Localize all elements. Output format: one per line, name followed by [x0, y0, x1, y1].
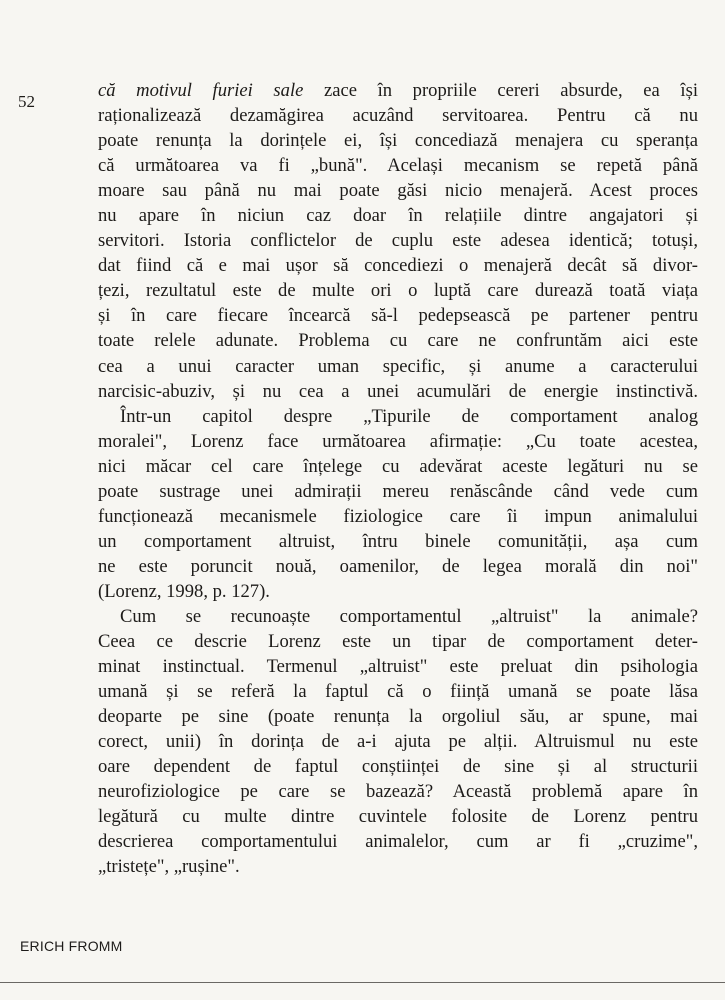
- text-line: [98, 78, 698, 103]
- paragraph: [98, 604, 698, 880]
- text-line: narcisic-abuziv, și nu cea a unei acumulări de energie instinctivă.: [98, 380, 698, 402]
- text-line: cea a unui caracter uman specific, și anume a caracterului: [98, 355, 698, 377]
- text-line: țezi, rezultatul este de multe ori o luptă care durează toată viața: [98, 280, 698, 302]
- bottom-rule: [0, 982, 725, 983]
- text-line: umană și se referă la faptul că o ființă umană se poate lăsa: [98, 681, 698, 703]
- text-line: corect, unii) în dorința de a-i ajuta pe alții. Altruismul nu este: [98, 731, 698, 753]
- text-line: descrierea comportamentului animalelor, cum ar fi „cruzime",: [98, 831, 698, 853]
- text-line: moare sau până nu mai poate găsi nicio menajeră. Acest proces: [98, 180, 698, 202]
- text-line: Ceea ce descrie Lorenz este un tipar de comportament deter-: [98, 631, 698, 653]
- text-line: nu apare în niciun caz doar în relațiile dintre angajatori și: [98, 205, 698, 227]
- text-line: nici măcar cel care înțelege cu adevărat aceste legături nu se: [98, 455, 698, 477]
- text-span: zace în propriile cereri absurde, ea își: [303, 80, 698, 101]
- text-line: poate sustrage unei admirații mereu renăscânde când vede cum: [98, 480, 698, 502]
- paragraph: [98, 78, 698, 404]
- text-line: poate renunța la dorințele ei, își concediază menajera cu speranța: [98, 130, 698, 152]
- text-line: Cum se recunoaște comportamentul „altruist" la animale?: [120, 605, 698, 627]
- text-line: neurofiziologice pe care se bazează? Această problemă apare în: [98, 781, 698, 803]
- text-line: legătură cu multe dintre cuvintele folosite de Lorenz pentru: [98, 806, 698, 828]
- italic-span: că motivul furiei sale: [98, 80, 304, 101]
- text-line: că următoarea va fi „bună". Același mecanism se repetă până: [98, 155, 698, 177]
- text-line: servitori. Istoria conflictelor de cuplu este adesea identică; totuși,: [98, 230, 698, 252]
- paragraph: [98, 404, 698, 604]
- text-line: toate relele adunate. Problema cu care ne confruntăm aici este: [98, 330, 698, 352]
- page-number: 52: [18, 92, 35, 111]
- text-line: un comportament altruist, întru binele comunității, așa cum: [98, 530, 698, 552]
- text-line: moralei", Lorenz face următoarea afirmație: „Cu toate acestea,: [98, 430, 698, 452]
- text-line: oare dependent de faptul conștiinței de sine și al structurii: [98, 756, 698, 778]
- text-line: (Lorenz, 1998, p. 127).: [98, 580, 270, 602]
- text-line: funcționează mecanismele fiziologice care îi impun animalului: [98, 505, 698, 527]
- text-line: raționalizează dezamăgirea acuzând servitoarea. Pentru că nu: [98, 105, 698, 127]
- text-line: dat fiind că e mai ușor să concediezi o menajeră decât să divor-: [98, 255, 698, 277]
- text-line: „tristețe", „rușine".: [98, 856, 240, 878]
- text-line: ne este poruncit nouă, oamenilor, de legea morală din noi": [98, 555, 698, 577]
- body-text: [98, 78, 698, 880]
- text-line: minat instinctual. Termenul „altruist" este preluat din psihologia: [98, 656, 698, 678]
- text-line: deoparte pe sine (poate renunța la orgoliul său, ar spune, mai: [98, 706, 698, 728]
- text-line: Într-un capitol despre „Tipurile de comportament analog: [120, 405, 698, 427]
- text-line: și în care fiecare încearcă să-l pedepsească pe partener pentru: [98, 305, 698, 327]
- running-footer: ERICH FROMM: [20, 938, 123, 954]
